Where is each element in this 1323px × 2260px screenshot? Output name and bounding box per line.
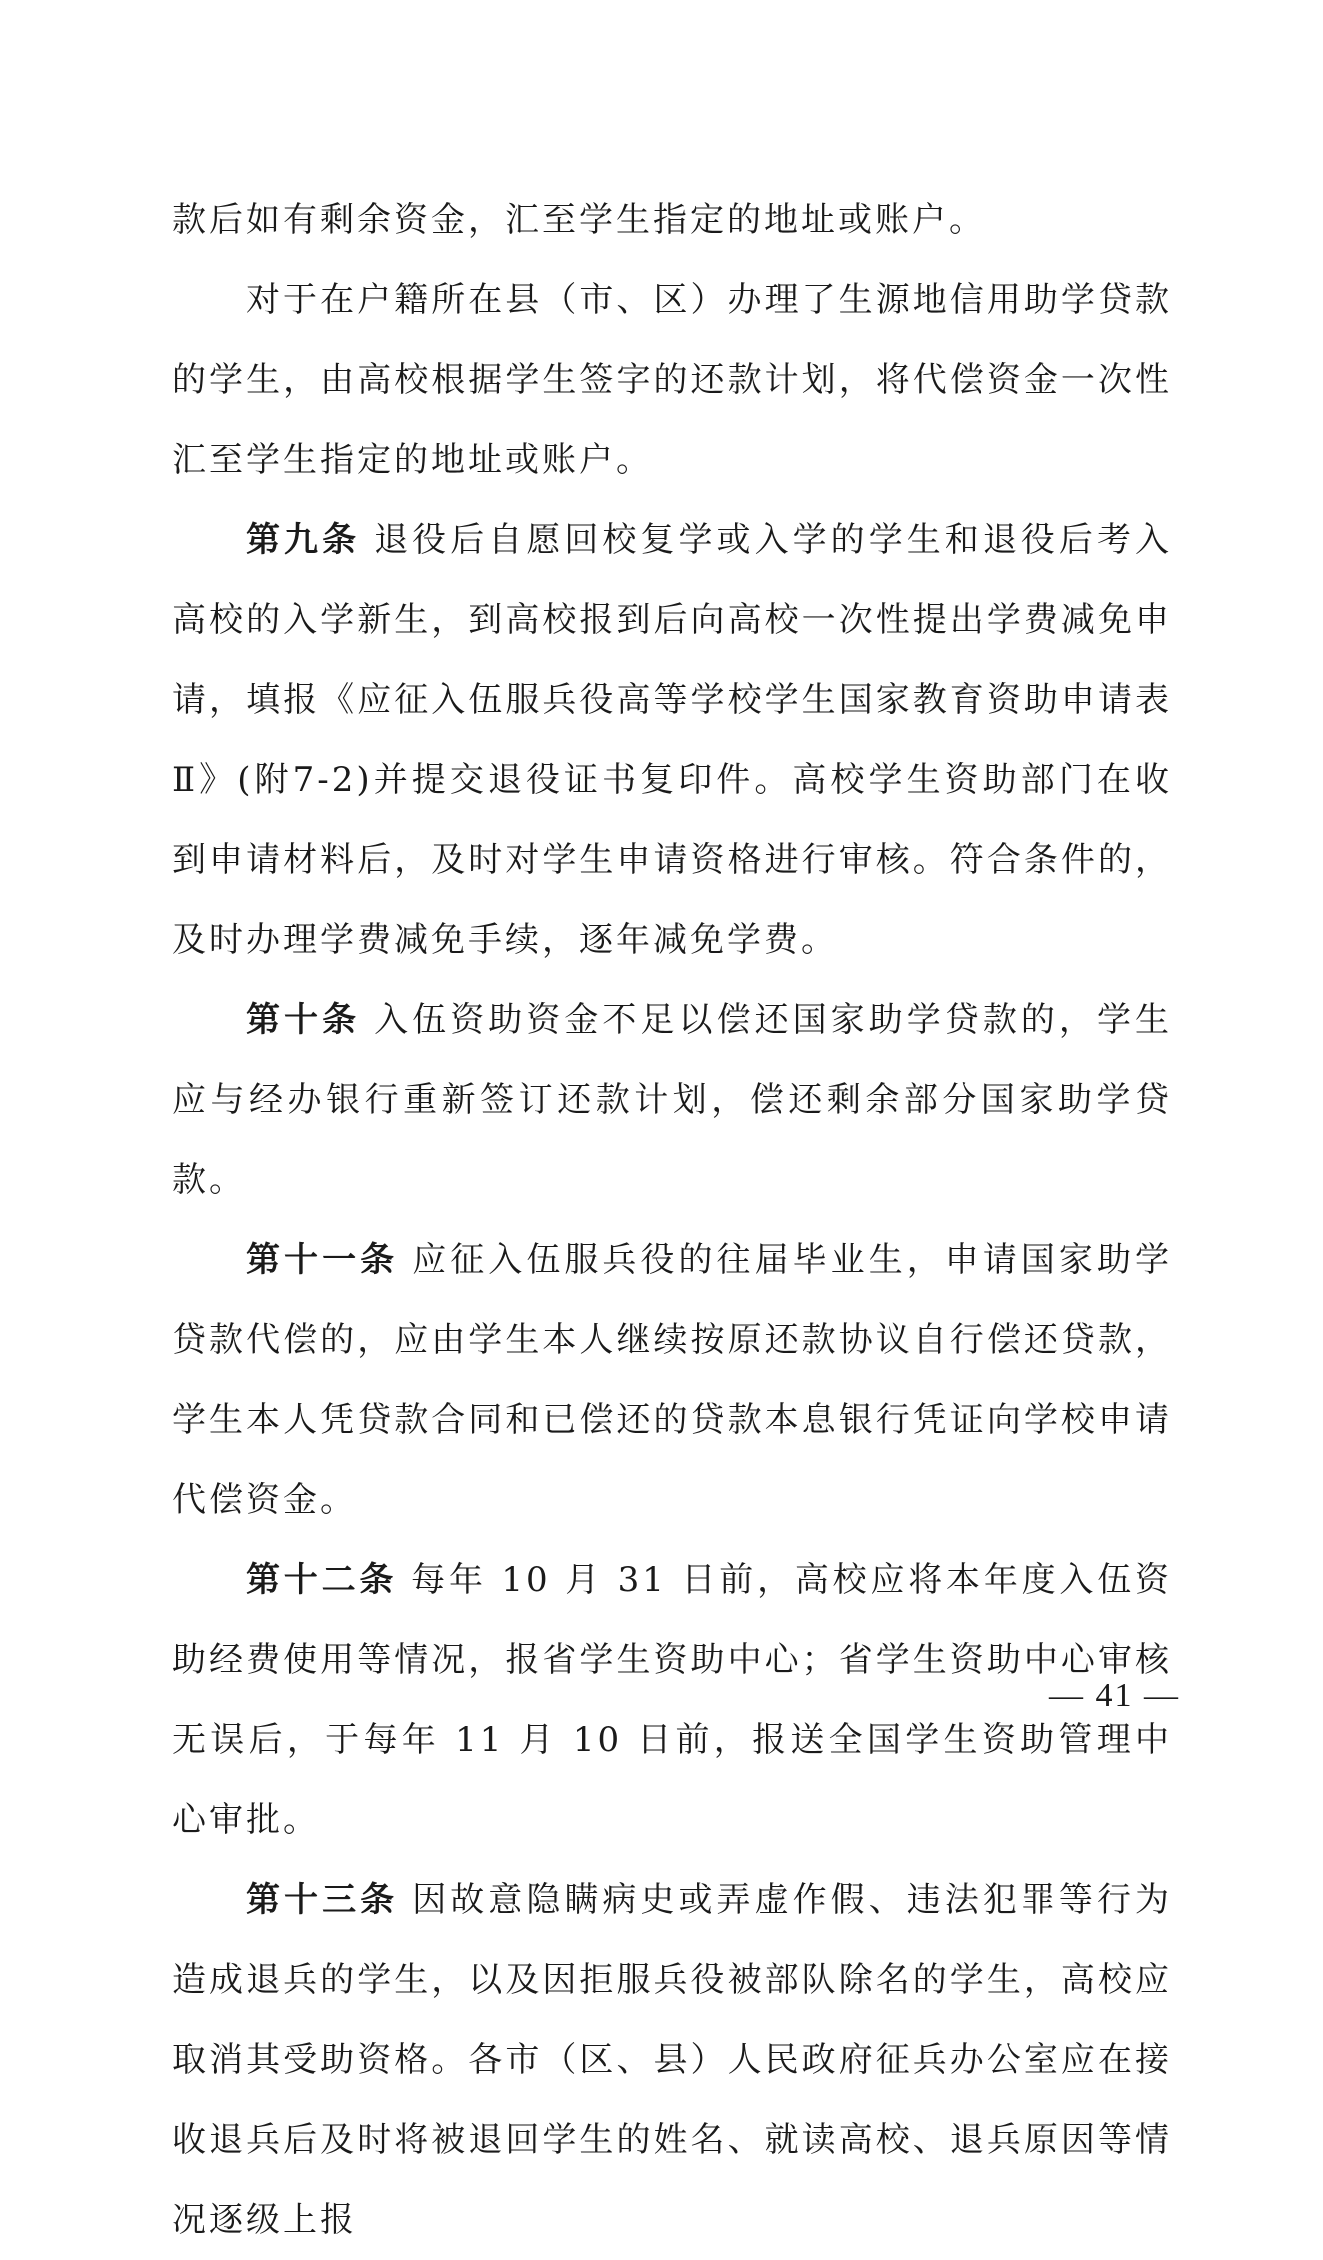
paragraph-text: 款后如有剩余资金，汇至学生指定的地址或账户。 <box>172 200 986 240</box>
paragraph-text: 每年 10 月 31 日前，高校应将本年度入伍资助经费使用等情况，报省学生资助中心；省学生资助中心审核无误后，于每年 11 月 10 日前，报送全国学生资助管理中心审批。 <box>172 1560 1172 1840</box>
body-text <box>172 180 1172 2260</box>
paragraph-text: 入伍资助资金不足以偿还国家助学贷款的，学生应与经办银行重新签订还款计划，偿还剩余部分国家助学贷款。 <box>172 1000 1173 1200</box>
article-number: 第十二条 <box>246 1560 398 1600</box>
article-9 <box>172 500 1172 980</box>
paragraph-continuation <box>172 180 1172 260</box>
paragraph-hometown-loan <box>172 260 1172 500</box>
article-number: 第十三条 <box>246 1880 399 1920</box>
article-number: 第十条 <box>246 1000 361 1040</box>
article-number: 第十一条 <box>246 1240 399 1280</box>
page-number: — 41 — <box>1049 1677 1180 1714</box>
article-13 <box>172 1860 1172 2260</box>
article-number: 第九条 <box>246 520 361 560</box>
article-12 <box>172 1540 1172 1860</box>
paragraph-text: 对于在户籍所在县（市、区）办理了生源地信用助学贷款的学生，由高校根据学生签字的还款计划，将代偿资金一次性汇至学生指定的地址或账户。 <box>172 280 1172 480</box>
paragraph-text: 退役后自愿回校复学或入学的学生和退役后考入高校的入学新生，到高校报到后向高校一次性提出学费减免申请，填报《应征入伍服兵役高等学校学生国家教育资助申请表Ⅱ》(附7-2)并提交退役证书复印件。高校学生资助部门在收到申请材料后，及时对学生申请资格进行审核。符合条件的，及时办理学费减免手续，逐年减免学费。 <box>172 520 1173 960</box>
article-10 <box>172 980 1172 1220</box>
article-11 <box>172 1220 1172 1540</box>
paragraph-text: 应征入伍服兵役的往届毕业生，申请国家助学贷款代偿的，应由学生本人继续按原还款协议自行偿还贷款，学生本人凭贷款合同和已偿还的贷款本息银行凭证向学校申请代偿资金。 <box>172 1240 1173 1520</box>
paragraph-text: 因故意隐瞒病史或弄虚作假、违法犯罪等行为造成退兵的学生，以及因拒服兵役被部队除名的学生，高校应取消其受助资格。各市（区、县）人民政府征兵办公室应在接收退兵后及时将被退回学生的姓名、就读高校、退兵原因等情况逐级上报 <box>172 1880 1173 2240</box>
